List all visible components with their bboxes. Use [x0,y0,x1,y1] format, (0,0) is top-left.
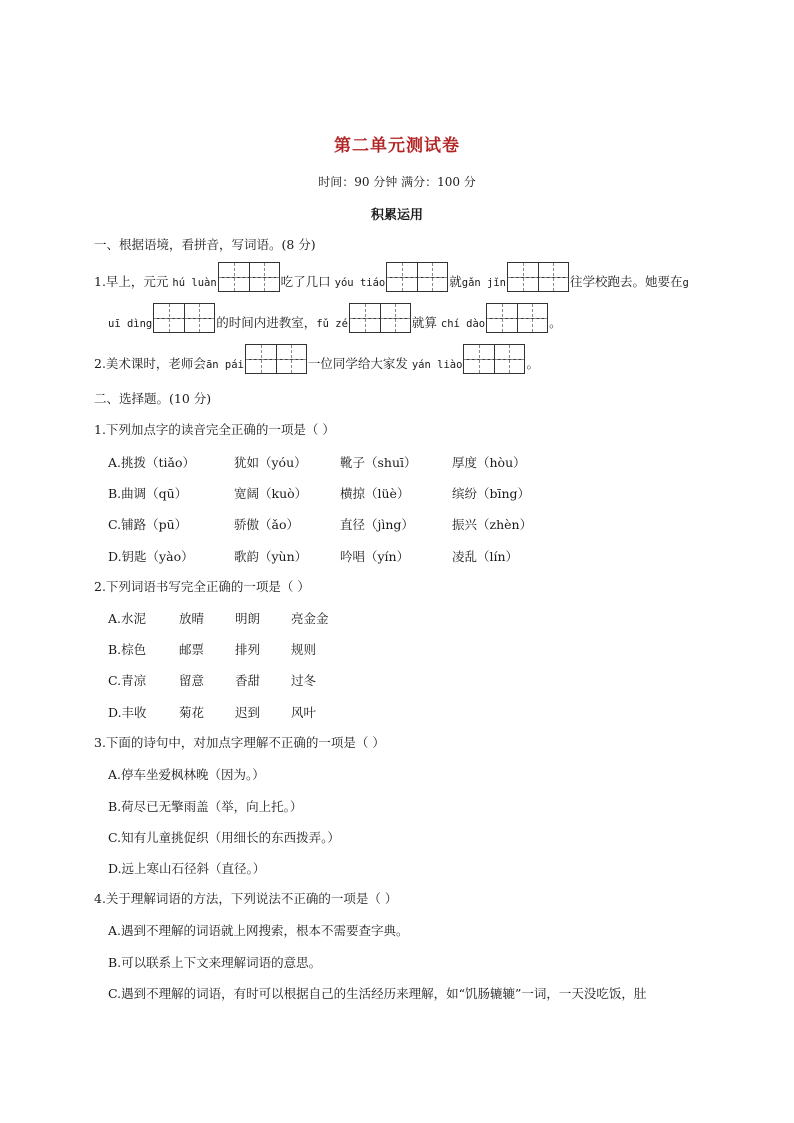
option-text: 留意 [179,673,205,688]
answer-grid[interactable] [349,303,411,333]
option-text: 亮金金 [291,611,329,626]
q1-line2 [108,303,562,333]
option-text: 迟到 [235,705,261,720]
pinyin: chí dào [440,318,486,330]
q1-text: 一位同学给大家发 [307,356,412,371]
option-text: 凌乱（lín） [452,549,519,564]
option-text: C.铺路（pū） [108,517,188,532]
option-text: 规则 [291,642,317,657]
option-text: A.遇到不理解的词语就上网搜索，根本不需要查字典。 [108,923,409,938]
option-text: B.荷尽已无擎雨盖（举，向上托。） [108,799,303,814]
answer-grid[interactable] [463,344,525,374]
pinyin: hú luàn [172,277,217,289]
pinyin: g [682,277,689,289]
exam-meta: 时间：90 分钟 满分：100 分 [318,175,476,189]
option-text: 明朗 [235,611,261,626]
q1-text: 就 [449,274,462,289]
option-text: C.青凉 [108,673,147,688]
q1-text: 吃了几口 [280,274,335,289]
option-text: 放晴 [179,611,205,626]
q1-heading: 一、根据语境，看拼音，写词语。(8 分) [94,237,316,252]
q1-line3 [94,344,539,374]
option-text: 菊花 [179,705,205,720]
option-text: D.丰收 [108,705,147,720]
q1-text: 。 [526,356,539,371]
option-text: A.停车坐爱枫林晚（因为。） [108,767,265,782]
answer-grid[interactable] [507,262,569,292]
option-text: 厚度（hòu） [452,455,526,470]
option-text: 歌韵（yùn） [234,549,308,564]
option-text: D.远上寒山石径斜（直径。） [108,861,266,876]
q1-text: 1.早上，元元 [94,274,173,289]
option-text: B.曲调（qū） [108,486,188,501]
option-text: B.可以联系上下文来理解词语的意思。 [108,955,322,970]
pinyin: yóu tiáo [334,277,386,289]
option-text: 风叶 [291,705,317,720]
option-text: 缤纷（bīng） [452,486,531,501]
option-text: 振兴（zhèn） [452,517,533,532]
option-text: 直径（jìng） [340,517,414,532]
q2-heading: 二、选择题。(10 分) [94,391,212,406]
option-text: C.遇到不理解的词语，有时可以根据自己的生活经历来理解，如“饥肠辘辘”一词，一天没吃饭，肚 [108,986,647,1001]
option-text: 宽阔（kuò） [234,486,308,501]
q2-s3-stem: 3.下面的诗句中，对加点字理解不正确的一项是（ ） [94,735,385,750]
page-title: 第二单元测试卷 [334,136,460,156]
option-text: A.挑拨（tiǎo） [108,455,195,470]
option-text: 犹如（yóu） [234,455,307,470]
section-title: 积累运用 [370,208,423,223]
q1-text: 2.美术课时，老师会 [94,356,206,371]
answer-grid[interactable] [486,303,548,333]
answer-grid[interactable] [386,262,448,292]
q1-text: 的时间内进教室， [216,315,317,330]
option-text: 排列 [235,642,261,657]
option-text: 靴子（shuī） [340,455,417,470]
q2-s2-stem: 2.下列词语书写完全正确的一项是（ ） [94,579,310,594]
option-text: 过冬 [291,673,317,688]
option-text: C.知有儿童挑促织（用细长的东西拨弄。） [108,830,340,845]
answer-grid[interactable] [218,262,280,292]
option-text: 横掠（lüè） [340,486,410,501]
pinyin: yán liào [411,359,463,371]
pinyin: fǔ zé [316,318,348,330]
option-text: B.棕色 [108,642,147,657]
pinyin: ān pái [205,359,244,371]
q1-text: 。 [549,315,562,330]
q2-s4-stem: 4.关于理解词语的方法，下列说法不正确的一项是（ ） [94,891,398,906]
q2-s1-stem: 1.下列加点字的读音完全正确的一项是（ ） [94,422,335,437]
answer-grid[interactable] [153,303,215,333]
pinyin: uī dìng [108,318,153,330]
option-text: 骄傲（ǎo） [234,517,299,532]
option-text: 吟唱（yín） [340,549,410,564]
option-text: 邮票 [179,642,205,657]
pinyin: gǎn jǐn [461,277,507,289]
q1-line1 [94,262,689,292]
option-text: 香甜 [235,673,261,688]
option-text: D.钥匙（yào） [108,549,194,564]
answer-grid[interactable] [245,344,307,374]
q1-text: 就算 [411,315,441,330]
q1-text: 往学校跑去。她要在 [570,274,683,289]
option-text: A.水泥 [108,611,147,626]
